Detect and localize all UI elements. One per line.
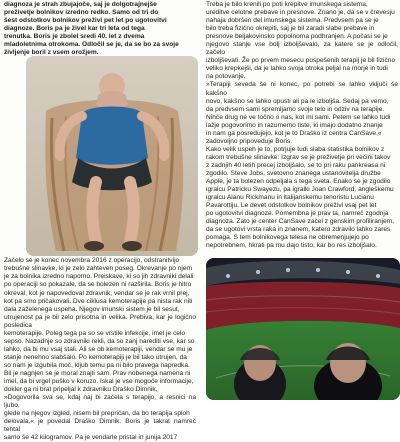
body-line: »Dogovorila sva se, kdaj naj bi začela s terapijo, a resnici na ljubo, [4,394,196,410]
intro-text [4,0,196,57]
body-line: Pavarottiju. Le devet odstotkov bolnikov preživi vsaj pet let [206,202,377,210]
body-line: novo, kakšno se lahko opusti ali pa le izboljša. Sedaj pa vemo, [206,97,389,105]
right-column [206,0,398,250]
body-line: z zadnjih 40 letih precej izboljšalo, se to pri raku pankreasa ni [206,161,386,169]
body-line: igralcu Patricku Swayezu, pa igralki Joan Crawford, angleškemu [206,186,394,194]
body-text-right [206,0,398,250]
intro-line: življenje boril z vsem orožjem. [4,49,99,57]
body-line: zadovoljno pripoveduje Boris. [206,137,293,145]
body-line: Kako velik uspeh je to, potrjuje tudi slaba statistika bolnikov z [206,145,385,153]
body-line: njegovo stanje vse bolj izboljševalo, za katere se je odločil, začelo [206,41,398,57]
body-line: nahaja dobršen del imunskega sistema. Predvsem pa se je [206,17,379,25]
body-line: okreval, kot je napovedoval zdravnik, vendar se je rak vrnil prej, [4,289,190,297]
body-line: da se ugotovi vrsta raka in znanem, katero zdravilo lahko zares [206,226,391,234]
body-line: trebušne slinavke, ki je zelo zahteven poseg. Okrevanje po njem [4,265,193,273]
body-line: bilo treba fizično okrepiti, saj je bil zaradi slabe prebave in [206,25,375,33]
body-line: na potovanje. [206,73,246,81]
body-line: glede na njegov izgled, nisem bil prepričan, da bo terapija sploh [4,410,190,418]
body-line: lažje pogovorimo in razumemo tiste, ki imajo dodatno znanje [206,121,383,129]
body-line: so nam je izgubila moč, kljub temu pa ni bilo pravega napredka. [4,361,190,369]
body-line: po operaciji so pokazale, da se bolezen ni razširila. Boris je hitro [4,281,192,289]
intro-line: diagnoza je strah zbujajoče, saj je dolgotrajnejše [4,1,157,8]
stadium-selfie-photo [206,258,400,400]
body-line: in nam ga posredujejo, kot je to Draško iz centra CanSave,« [206,129,382,137]
body-line: ureditve celotne prebave in presnove. Znano je, da se v črevesju [206,9,395,17]
intro-line: preživetje bolnikov izredno redko. Samo od tri do [4,9,159,17]
body-line: utrujenost pa je bil zelo prisotna in velika. Prebiva, kar je logično posledica [4,313,196,329]
body-line: kemoterapije. Poleg tega pa so se vrstile infekcije, imel je celo [4,329,186,337]
body-line: lahko, da bi mu vsaj stali. Ali se ob kemoterapiji, vendar se mu je [4,345,193,353]
intro-line: trenutka. Boris je zbolel sredi 40. let z dvema [4,33,145,41]
body-line: sepso. Nazadnje so zdravniki rekli, da so zanj narediti vse, kar so [4,337,195,345]
body-line: kot pa smo pričakovali. Dve ciklusa kemoterapije pa nista rak niti [4,297,193,305]
body-line: diagnoza. Zato je center CanSave začel z genskim profiliranjem, [206,218,395,226]
body-line: stanje nenehno slabšalo. Po kemoterapiji je bil tako utrujen, da [4,353,187,361]
body-line: Nihče drug ne ve točno o nas, kot mi sami. Petem se lahko tudi [206,113,391,121]
body-line: po ugotovitvi diagnoze. Pomembna je prav ta, namreč zgodnja [206,210,389,218]
body-line: imel, da bi vrgel puško v koruzo. Iskal je vse mogoče informacije, [4,378,194,386]
intro-line: diagnoze. Boris pa je živel kar tri leta od tega [4,25,145,33]
intro-line: šest odstotkov bolnikov preživi pet let po ugotovitvi [4,17,167,25]
body-line: da predvsem sami spremljamo svoje telo in odziv na terapije. [206,105,385,113]
body-line: igralcu Alanu Rickmanu in italijanskemu tenoristu Lucianu [206,194,374,202]
body-line: veliko krepkejši, da je lahko svoja otroka peljal na morje in tudi [206,65,388,73]
body-line: zgodilo. Steve Jobs, svetovno znanega ustanovitelja družbe [206,169,381,177]
body-text-left [4,257,196,442]
body-line: pomaga. S tem bolnikovega telesa ne obremenjujejo po [206,234,369,242]
body-line: izboljševati. Že po prvem mesecu pospešenih terapij je bil fizično [206,57,396,65]
body-line: Apple, je ta bolezen odpeljala s tega sveta. Enako se je zgodilo [206,178,391,186]
body-line: samo še 42 kilogramov. Pa je vendarle pristal in junija 2017 [4,434,178,442]
body-line: dokler ga ni brat pripeljal k zdravniku Draško Dimnik, [4,386,158,394]
body-line: nepotrebnem, hkrati pa mu dajo tisto, kar bo res izboljšalo. [206,242,377,250]
boris-portrait-photo [26,56,198,256]
body-line: je za bolnika izredno naporno. Preiskave, ki so jih zdravniki delali [4,273,194,281]
body-line: »Terapiji seveda še ni konec, po potrebi se lahko vključi še kakšno [206,81,398,97]
body-line: dala zaželenega uspeha. Njegov imunski sistem je bil sesut, [4,305,180,313]
body-line: delovala,« je povedal Draško Dimnik. Boris je takrat namreč tehtal [4,418,196,434]
body-line: Treba je bilo krenili po poti krepitve imunskega sistema, [206,1,368,8]
body-line: presnove beljakovinsko popolnoma podhranjen. A počasi se je [206,33,388,41]
intro-line: mladoletnima otrokoma. Odločil se je, da se bo za svoje [4,41,179,49]
body-line: Začelo se je konec novembra 2016 z operacijo, odstranitvijo [4,257,180,265]
body-line: Bil je nagnjen se je moral znajti sam. Prav nobenega namena ni [4,369,191,377]
body-line: rakom trebušne slinavke: Izgrav se je preživetje pri večini takov [206,153,391,161]
